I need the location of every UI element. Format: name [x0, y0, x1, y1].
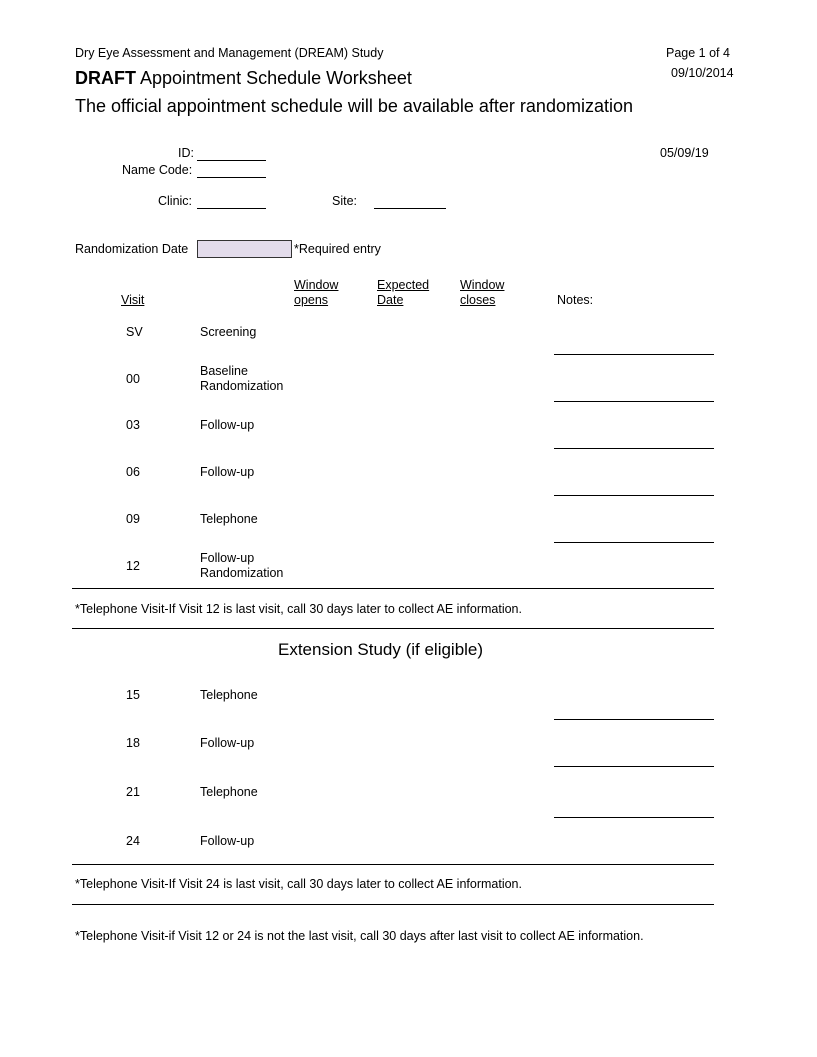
- page-number: Page 1 of 4: [666, 46, 730, 60]
- study-name: Dry Eye Assessment and Management (DREAM) Study: [75, 46, 384, 60]
- visit-desc: Follow-up: [200, 418, 255, 432]
- draft-label: DRAFT: [75, 68, 136, 88]
- notes-line[interactable]: [554, 766, 714, 767]
- notes-line[interactable]: [554, 817, 714, 818]
- notes-line[interactable]: [554, 401, 714, 402]
- header-date: 09/10/2014: [671, 66, 734, 80]
- extension-title: Extension Study (if eligible): [278, 640, 484, 659]
- visit-desc: Follow-up: [200, 465, 255, 479]
- notes-line[interactable]: [554, 719, 714, 720]
- col-window-closes-line1: Window: [460, 278, 505, 292]
- randomization-date-label: Randomization Date: [75, 242, 189, 256]
- randomization-date-input[interactable]: [197, 240, 292, 258]
- note-visit-12: *Telephone Visit-If Visit 12 is last visit, call 30 days later to collect AE information.: [75, 602, 522, 616]
- visit-desc: [200, 551, 283, 581]
- notes-line[interactable]: [554, 448, 714, 449]
- divider: [72, 864, 714, 865]
- print-date: 05/09/19: [660, 146, 709, 160]
- col-notes: Notes:: [557, 293, 594, 307]
- name-code-field[interactable]: [197, 177, 266, 178]
- notes-line[interactable]: [554, 354, 714, 355]
- visit-code: 21: [126, 785, 140, 799]
- visit-desc: Telephone: [200, 688, 258, 702]
- note-not-last-visit: *Telephone Visit-if Visit 12 or 24 is not the last visit, call 30 days after last visit to collect AE information.: [75, 929, 644, 943]
- visit-code: 15: [126, 688, 140, 702]
- title-text: Appointment Schedule Worksheet: [136, 68, 412, 88]
- clinic-field[interactable]: [197, 208, 266, 209]
- col-window-opens: [294, 278, 338, 308]
- visit-code: 18: [126, 736, 140, 750]
- divider: [72, 588, 714, 589]
- visit-code: 06: [126, 465, 140, 479]
- required-entry-note: *Required entry: [294, 242, 381, 256]
- visit-desc: Follow-up: [200, 834, 255, 848]
- notes-line[interactable]: [554, 495, 714, 496]
- visit-desc: Telephone: [200, 785, 258, 799]
- col-window-closes-line2: closes: [460, 293, 496, 307]
- visit-code: 00: [126, 372, 140, 386]
- id-field[interactable]: [197, 160, 266, 161]
- col-expected-line2: Date: [377, 293, 404, 307]
- notes-line[interactable]: [554, 542, 714, 543]
- col-window-closes: [460, 278, 504, 308]
- visit-desc-line2: Randomization: [200, 379, 284, 393]
- visit-code: 03: [126, 418, 140, 432]
- divider: [72, 628, 714, 629]
- visit-desc-line1: Follow-up: [200, 551, 255, 565]
- visit-desc: Telephone: [200, 512, 258, 526]
- col-expected-line1: Expected: [377, 278, 430, 292]
- visit-code: 12: [126, 559, 140, 573]
- visit-desc-line2: Randomization: [200, 566, 284, 580]
- subtitle: The official appointment schedule will be available after randomization: [75, 96, 633, 116]
- col-window-opens-line2: opens: [294, 293, 329, 307]
- visit-desc: [200, 364, 283, 394]
- divider: [72, 904, 714, 905]
- site-label: Site:: [332, 194, 358, 208]
- name-code-label: Name Code:: [122, 163, 193, 177]
- page-title: [75, 68, 412, 89]
- col-expected-date: [377, 278, 429, 308]
- visit-desc-line1: Baseline: [200, 364, 248, 378]
- visit-desc: Screening: [200, 325, 257, 339]
- clinic-label: Clinic:: [158, 194, 193, 208]
- note-visit-24: *Telephone Visit-If Visit 24 is last visit, call 30 days later to collect AE information.: [75, 877, 522, 891]
- visit-code: SV: [126, 325, 143, 339]
- col-window-opens-line1: Window: [294, 278, 339, 292]
- site-field[interactable]: [374, 208, 446, 209]
- col-visit: Visit: [121, 293, 145, 307]
- visit-code: 24: [126, 834, 140, 848]
- visit-code: 09: [126, 512, 140, 526]
- visit-desc: Follow-up: [200, 736, 255, 750]
- id-label: ID:: [178, 146, 194, 160]
